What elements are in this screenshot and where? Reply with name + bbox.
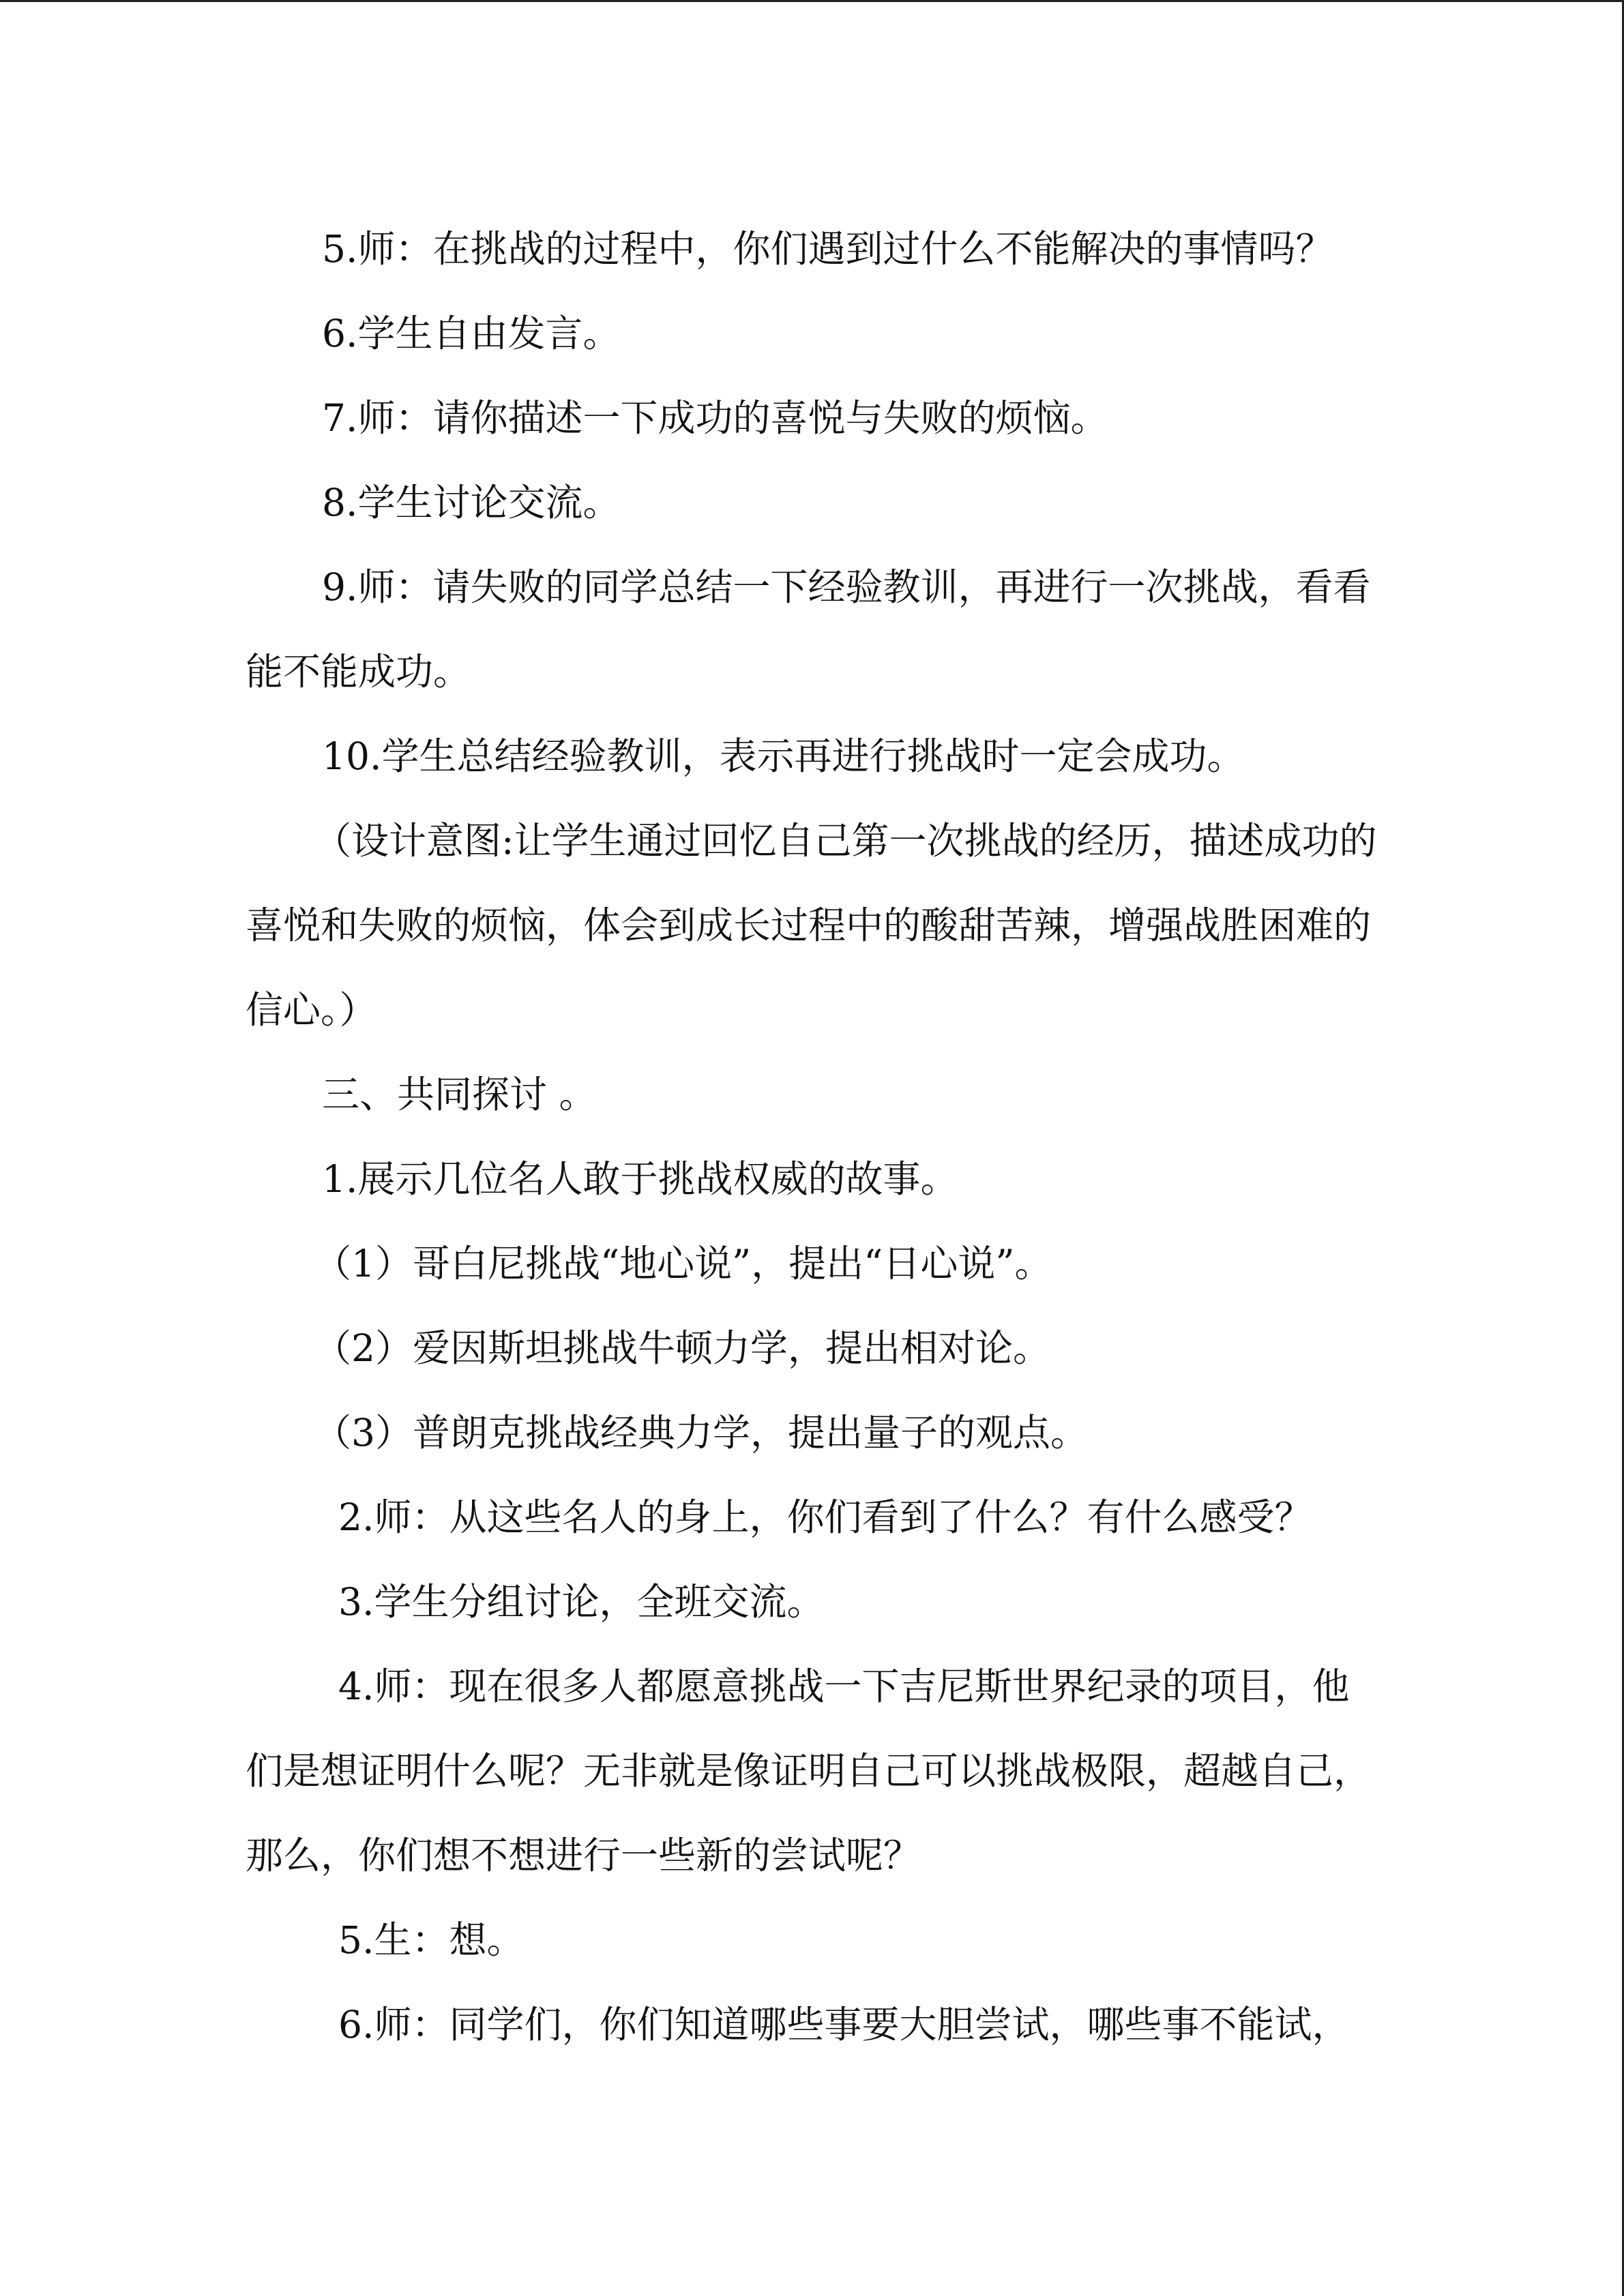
paragraph-2: 6.学生自由发言。	[322, 312, 621, 355]
paragraph-5: 9.师：请失败的同学总结一下经验教训，再进行一次挑战，看看能不能成功。	[246, 565, 1371, 694]
paragraph-1: 5.师：在挑战的过程中，你们遇到过什么不能解决的事情吗？	[322, 227, 1333, 271]
paragraph-15: 5.生：想。	[338, 1918, 525, 1962]
paragraph-13: 3.学生分组讨论，全班交流。	[338, 1580, 825, 1624]
paragraph-11: （3）普朗克挑战经典力学，提出量子的观点。	[314, 1411, 1088, 1455]
section-heading: 三、共同探讨 。	[322, 1073, 597, 1116]
paragraph-6: 10.学生总结经验教训，表示再进行挑战时一定会成功。	[322, 734, 1245, 778]
paragraph-3: 7.师：请你描述一下成功的喜悦与失败的烦恼。	[322, 396, 1108, 440]
document-body	[246, 207, 1378, 2067]
paragraph-14: 4.师：现在很多人都愿意挑战一下吉尼斯世界纪录的项目，他们是想证明什么呢？无非就是像证明自己可以挑战极限，超越自己，那么，你们想不想进行一些新的尝试呢？	[246, 1665, 1372, 1877]
paragraph-10: （2）爱因斯坦挑战牛顿力学，提出相对论。	[314, 1326, 1050, 1370]
paragraph-4: 8.学生讨论交流。	[322, 481, 621, 524]
paragraph-12: 2.师：从这些名人的身上，你们看到了什么？有什么感受？	[338, 1495, 1312, 1539]
paragraph-16: 6.师：同学们，你们知道哪些事要大胆尝试，哪些事不能试，	[338, 2003, 1350, 2046]
paragraph-8: 1.展示几位名人敢于挑战权威的故事。	[322, 1157, 958, 1201]
paragraph-9: （1）哥白尼挑战“地心说”，提出“日心说”。	[314, 1242, 1052, 1285]
paragraph-7: （设计意图:让学生通过回忆自己第一次挑战的经历，描述成功的喜悦和失败的烦恼，体会到成长过程中的酸甜苦辣，增强战胜困难的信心。）	[246, 819, 1377, 1032]
